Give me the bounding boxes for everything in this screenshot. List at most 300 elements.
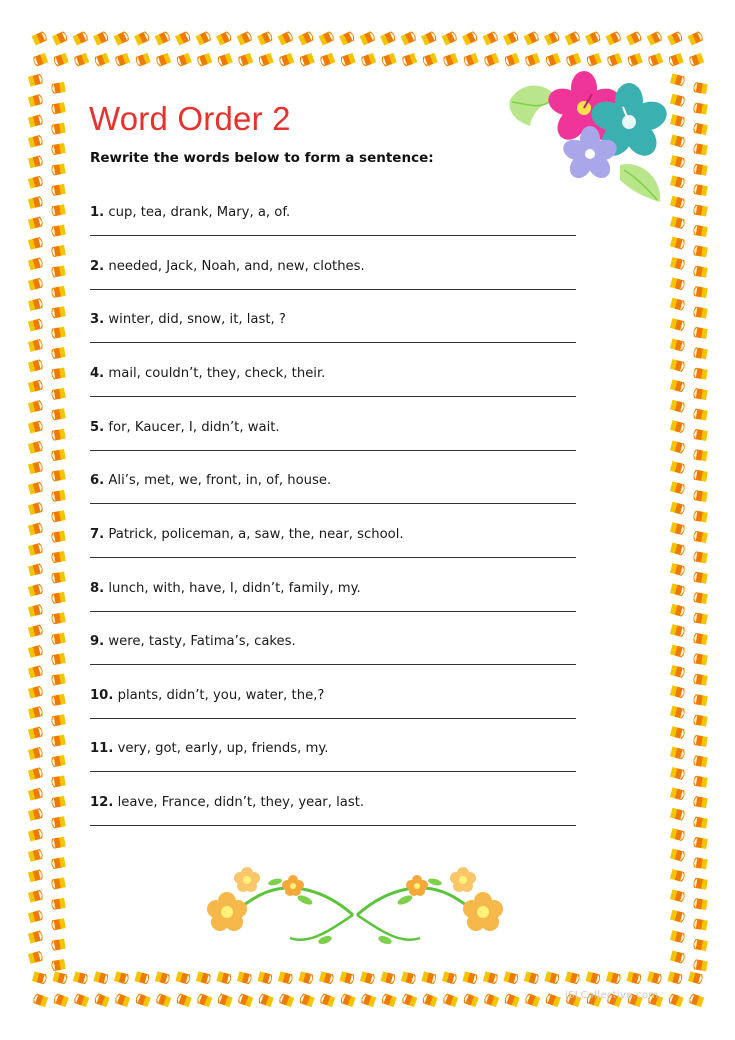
candy-corn-icon (28, 400, 44, 413)
candy-corn-icon (28, 135, 44, 148)
candy-corn-icon (544, 31, 560, 46)
candy-corn-icon (442, 971, 458, 984)
candy-corn-icon (53, 993, 69, 1007)
candy-corn-icon (319, 993, 335, 1007)
candy-corn-icon (51, 347, 66, 359)
candy-corn-icon (670, 461, 686, 474)
candy-corn-icon (503, 971, 519, 984)
item-number: 12. (90, 795, 114, 810)
candy-corn-icon (585, 971, 601, 984)
exercise-item-12 (90, 794, 577, 812)
item-words: winter, did, snow, it, last, ? (108, 312, 286, 328)
candy-corn-icon (51, 571, 66, 583)
candy-corn-icon (360, 971, 376, 984)
candy-corn-icon (51, 939, 66, 951)
candy-corn-icon (667, 971, 683, 984)
candy-corn-icon (606, 971, 622, 984)
exercise-item-7 (90, 526, 577, 544)
candy-corn-icon (670, 277, 686, 290)
candy-corn-icon (463, 993, 479, 1007)
candy-corn-icon (28, 767, 44, 780)
candy-corn-icon (693, 776, 708, 788)
candy-corn-icon (258, 993, 274, 1007)
candy-corn-icon (257, 971, 273, 984)
candy-corn-icon (134, 31, 150, 46)
candy-corn-icon (237, 53, 253, 67)
answer-line[interactable] (90, 235, 576, 236)
candy-corn-icon (693, 347, 708, 359)
answer-line[interactable] (90, 771, 576, 772)
candy-corn-icon (670, 298, 686, 311)
candy-corn-icon (32, 993, 48, 1007)
candy-corn-icon (28, 522, 44, 535)
candy-corn-icon (670, 441, 686, 454)
candy-corn-icon (51, 408, 66, 420)
candy-corn-icon (51, 673, 66, 685)
exercise-item-5 (90, 419, 577, 437)
candy-corn-icon (94, 993, 110, 1007)
candy-corn-icon (51, 449, 66, 461)
candy-corn-icon (51, 837, 66, 849)
candy-corn-icon (606, 53, 622, 67)
candy-corn-icon (670, 787, 686, 800)
candy-corn-icon (693, 408, 708, 420)
candy-corn-icon (257, 31, 273, 46)
candy-corn-icon (28, 481, 44, 494)
item-number: 8. (90, 580, 105, 596)
candy-corn-icon (51, 775, 66, 787)
watermark: iSLCollective.com (565, 990, 659, 1001)
candy-corn-icon (401, 971, 417, 984)
candy-corn-icon (565, 53, 581, 67)
candy-corn-icon (693, 694, 708, 706)
flower-icon (450, 867, 476, 892)
flower-icon (207, 892, 247, 931)
candy-corn-icon (693, 878, 708, 890)
candy-corn-icon (693, 612, 708, 624)
candy-corn-icon (626, 31, 642, 46)
candy-corn-icon (28, 73, 44, 86)
answer-line[interactable] (90, 450, 576, 451)
candy-corn-icon (524, 31, 540, 46)
candy-corn-icon (693, 735, 708, 747)
candy-corn-icon (647, 971, 663, 984)
candy-corn-icon (51, 959, 66, 971)
candy-corn-icon (668, 53, 684, 67)
candy-corn-icon (693, 429, 708, 441)
candy-corn-icon (28, 420, 44, 433)
candy-corn-icon (28, 461, 44, 474)
item-number: 1. (90, 205, 105, 220)
candy-corn-icon (442, 53, 458, 67)
candy-corn-icon (545, 53, 561, 67)
answer-line[interactable] (90, 503, 576, 504)
candy-corn-icon (51, 694, 66, 706)
candy-corn-icon (28, 318, 44, 331)
candy-corn-icon (693, 816, 708, 828)
candy-corn-icon (670, 604, 686, 617)
candy-corn-icon (670, 318, 686, 331)
candy-corn-icon (627, 53, 643, 67)
candy-corn-icon (299, 53, 315, 67)
candy-corn-icon (381, 53, 397, 67)
candy-corn-icon (693, 674, 708, 686)
candy-corn-icon (670, 889, 686, 902)
item-words: very, got, early, up, friends, my. (117, 741, 329, 757)
candy-corn-icon (28, 665, 44, 678)
candy-corn-icon (28, 339, 44, 352)
candy-corn-icon (668, 993, 684, 1007)
candy-corn-icon (28, 930, 44, 943)
candy-corn-icon (693, 857, 708, 869)
candy-corn-icon (647, 53, 663, 67)
candy-corn-icon (670, 747, 686, 760)
candy-corn-icon (381, 993, 397, 1007)
candy-corn-icon (340, 993, 356, 1007)
candy-corn-icon (28, 583, 44, 596)
item-number: 6. (90, 473, 105, 489)
candy-corn-icon (155, 53, 171, 67)
candy-corn-icon (51, 490, 66, 502)
candy-corn-icon (32, 971, 48, 984)
candy-corn-icon (28, 706, 44, 719)
exercise-item-10 (90, 687, 577, 705)
item-number: 9. (90, 634, 105, 650)
candy-corn-icon (693, 306, 708, 318)
candy-corn-icon (114, 53, 130, 67)
candy-corn-icon (28, 869, 44, 882)
item-words: Ali’s, met, we, front, in, of, house. (108, 473, 332, 489)
candy-corn-icon (380, 31, 396, 46)
candy-corn-icon (278, 53, 294, 67)
candy-corn-icon (693, 286, 708, 298)
candy-corn-icon (688, 31, 704, 46)
candy-corn-icon (135, 993, 151, 1007)
candy-corn-icon (114, 993, 130, 1007)
candy-corn-icon (606, 31, 622, 46)
item-words: mail, couldn’t, they, check, their. (108, 365, 326, 381)
exercise-item-3 (90, 311, 577, 329)
item-number: 4. (90, 365, 105, 381)
candy-corn-icon (340, 53, 356, 67)
candy-corn-icon (670, 481, 686, 494)
candy-corn-icon (693, 714, 708, 726)
worksheet-instructions: Rewrite the words below to form a sentence: (90, 150, 434, 166)
candy-corn-icon (155, 31, 171, 46)
candy-corn-icon (462, 971, 478, 984)
candy-corn-icon (28, 257, 44, 270)
candy-corn-icon (196, 53, 212, 67)
candy-corn-icon (51, 102, 66, 114)
candy-corn-icon (483, 31, 499, 46)
candy-corn-icon (670, 257, 686, 270)
candy-corn-icon (258, 53, 274, 67)
candy-corn-icon (51, 633, 66, 645)
candy-corn-icon (339, 31, 355, 46)
candy-corn-icon (28, 359, 44, 372)
item-words: cup, tea, drank, Mary, a, of. (108, 205, 291, 220)
exercise-item-8 (90, 580, 577, 598)
candy-corn-icon (51, 286, 66, 298)
candy-corn-icon (670, 706, 686, 719)
candy-corn-icon (51, 367, 66, 379)
candy-corn-icon (216, 971, 232, 984)
candy-corn-icon (693, 837, 708, 849)
candy-corn-icon (32, 31, 48, 46)
candy-corn-icon (401, 53, 417, 67)
flower-icon (463, 892, 503, 931)
answer-line[interactable] (90, 289, 576, 290)
candy-corn-icon (670, 828, 686, 841)
candy-corn-icon (51, 327, 66, 339)
candy-corn-icon (94, 53, 110, 67)
candy-corn-icon (670, 951, 686, 964)
candy-corn-icon (693, 327, 708, 339)
candy-corn-icon (28, 298, 44, 311)
candy-corn-icon (28, 828, 44, 841)
candy-corn-icon (28, 910, 44, 923)
candy-corn-icon (504, 993, 520, 1007)
candy-corn-icon (670, 645, 686, 658)
candy-corn-icon (51, 592, 66, 604)
candy-corn-icon (155, 993, 171, 1007)
candy-corn-icon (51, 877, 66, 889)
hibiscus-flowers-decoration (502, 70, 702, 220)
candy-corn-icon (28, 624, 44, 637)
candy-corn-icon (28, 808, 44, 821)
answer-line[interactable] (90, 825, 576, 826)
candy-corn-icon (73, 53, 89, 67)
exercise-item-1 (90, 204, 577, 222)
candy-corn-icon (688, 993, 704, 1007)
candy-corn-icon (217, 53, 233, 67)
candy-corn-icon (688, 971, 704, 984)
leaf-icon (620, 164, 660, 202)
candy-corn-icon (670, 665, 686, 678)
candy-corn-icon (28, 94, 44, 107)
answer-line[interactable] (90, 611, 576, 612)
candy-corn-icon (360, 53, 376, 67)
candy-corn-icon (670, 543, 686, 556)
candy-corn-icon (670, 808, 686, 821)
candy-corn-icon (503, 31, 519, 46)
answer-line[interactable] (90, 557, 576, 558)
candy-corn-icon (51, 429, 66, 441)
candy-corn-icon (51, 265, 66, 277)
candy-corn-icon (237, 31, 253, 46)
exercise-item-9 (90, 633, 577, 651)
candy-corn-icon (52, 31, 68, 46)
candy-corn-icon (670, 237, 686, 250)
candy-corn-icon (28, 726, 44, 739)
candy-corn-icon (319, 53, 335, 67)
candy-corn-icon (565, 971, 581, 984)
candy-corn-icon (53, 53, 69, 67)
candy-corn-icon (51, 388, 66, 400)
candy-corn-icon (51, 123, 66, 135)
candy-corn-icon (73, 993, 89, 1007)
item-words: plants, didn’t, you, water, the,? (117, 687, 325, 703)
candy-corn-icon (28, 787, 44, 800)
candy-corn-icon (28, 543, 44, 556)
candy-corn-icon (422, 53, 438, 67)
candy-corn-icon (298, 31, 314, 46)
candy-corn-icon (28, 175, 44, 188)
candy-corn-icon (693, 225, 708, 237)
candy-corn-icon (175, 31, 191, 46)
candy-corn-icon (319, 31, 335, 46)
candy-corn-icon (693, 959, 708, 971)
answer-line[interactable] (90, 396, 576, 397)
candy-corn-icon (693, 592, 708, 604)
candy-corn-icon (51, 225, 66, 237)
answer-line[interactable] (90, 718, 576, 719)
item-words: Patrick, policeman, a, saw, the, near, school. (108, 526, 404, 542)
candy-corn-icon (51, 796, 66, 808)
candy-corn-icon (693, 531, 708, 543)
candy-corn-icon (51, 612, 66, 624)
candy-corn-icon (298, 971, 314, 984)
candy-corn-icon (28, 379, 44, 392)
candy-corn-icon (176, 993, 192, 1007)
candy-corn-icon (670, 502, 686, 515)
candy-corn-icon (693, 266, 708, 278)
candy-corn-icon (693, 510, 708, 522)
candy-corn-icon (114, 31, 130, 46)
item-number: 7. (90, 526, 105, 542)
candy-corn-icon (28, 604, 44, 617)
candy-corn-icon (28, 502, 44, 515)
exercise-item-6 (90, 472, 577, 490)
candy-corn-icon (483, 971, 499, 984)
candy-corn-icon (670, 624, 686, 637)
candy-corn-icon (28, 277, 44, 290)
candy-corn-icon (339, 971, 355, 984)
candy-corn-icon (73, 971, 89, 984)
candy-corn-icon (693, 245, 708, 257)
candy-corn-icon (28, 685, 44, 698)
exercise-item-2 (90, 258, 577, 276)
flower-icon (282, 875, 304, 896)
candy-corn-icon (647, 31, 663, 46)
candy-corn-icon (28, 196, 44, 209)
candy-corn-icon (28, 951, 44, 964)
candy-corn-icon (667, 31, 683, 46)
candy-corn-icon (670, 339, 686, 352)
answer-line[interactable] (90, 342, 576, 343)
candy-corn-icon (51, 735, 66, 747)
candy-corn-icon (670, 869, 686, 882)
candy-corn-icon (670, 583, 686, 596)
item-words: needed, Jack, Noah, and, new, clothes. (108, 258, 365, 274)
candy-corn-icon (421, 971, 437, 984)
candy-corn-icon (693, 388, 708, 400)
item-number: 2. (90, 258, 105, 274)
candy-corn-icon (51, 469, 66, 481)
candy-corn-icon (28, 216, 44, 229)
candy-corn-icon (51, 143, 66, 155)
candy-corn-icon (670, 400, 686, 413)
candy-corn-icon (155, 971, 171, 984)
candy-corn-icon (693, 449, 708, 461)
candy-corn-icon (73, 31, 89, 46)
flower-icon (406, 875, 428, 896)
candy-corn-icon (670, 767, 686, 780)
candy-corn-icon (670, 420, 686, 433)
candy-corn-icon (51, 816, 66, 828)
candy-corn-icon (278, 993, 294, 1007)
item-words: were, tasty, Fatima’s, cakes. (108, 634, 296, 650)
candy-corn-icon (688, 53, 704, 67)
candy-corn-icon (401, 31, 417, 46)
candy-corn-icon (51, 714, 66, 726)
candy-corn-icon (670, 685, 686, 698)
candy-corn-icon (28, 747, 44, 760)
candy-corn-icon (51, 531, 66, 543)
candy-corn-icon (626, 971, 642, 984)
candy-corn-icon (421, 31, 437, 46)
candy-corn-icon (51, 204, 66, 216)
candy-corn-icon (524, 993, 540, 1007)
exercise-item-11 (90, 740, 577, 758)
floral-vine-decoration (205, 860, 505, 955)
answer-line[interactable] (90, 664, 576, 665)
candy-corn-icon (693, 470, 708, 482)
candy-corn-icon (135, 53, 151, 67)
item-number: 11. (90, 741, 114, 757)
candy-corn-icon (114, 971, 130, 984)
candy-corn-icon (28, 114, 44, 127)
item-words: lunch, with, have, I, didn’t, family, my. (108, 580, 361, 596)
candy-corn-icon (93, 31, 109, 46)
candy-corn-icon (28, 645, 44, 658)
candy-corn-icon (51, 653, 66, 665)
item-words: for, Kaucer, I, didn’t, wait. (108, 419, 280, 435)
candy-corn-icon (565, 31, 581, 46)
candy-corn-icon (585, 31, 601, 46)
candy-corn-icon (380, 971, 396, 984)
worksheet-title: Word Order 2 (89, 100, 291, 137)
candy-corn-icon (524, 53, 540, 67)
candy-corn-icon (93, 971, 109, 984)
candy-corn-icon (299, 993, 315, 1007)
candy-corn-icon (670, 522, 686, 535)
candy-corn-icon (693, 918, 708, 930)
candy-corn-icon (32, 53, 48, 67)
candy-corn-icon (51, 755, 66, 767)
candy-corn-icon (319, 971, 335, 984)
candy-corn-icon (544, 971, 560, 984)
candy-corn-icon (693, 939, 708, 951)
candy-corn-icon (462, 31, 478, 46)
candy-corn-icon (693, 653, 708, 665)
candy-corn-icon (51, 857, 66, 869)
candy-corn-icon (28, 889, 44, 902)
candy-corn-icon (360, 31, 376, 46)
candy-corn-icon (545, 993, 561, 1007)
candy-corn-icon (237, 971, 253, 984)
leaf-icon (509, 86, 557, 127)
candy-corn-icon (278, 971, 294, 984)
candy-corn-icon (28, 849, 44, 862)
candy-corn-icon (442, 993, 458, 1007)
candy-corn-icon (693, 796, 708, 808)
candy-corn-icon (693, 633, 708, 645)
candy-corn-icon (670, 563, 686, 576)
candy-corn-icon (670, 910, 686, 923)
candy-corn-icon (670, 379, 686, 392)
candy-corn-icon (237, 993, 253, 1007)
